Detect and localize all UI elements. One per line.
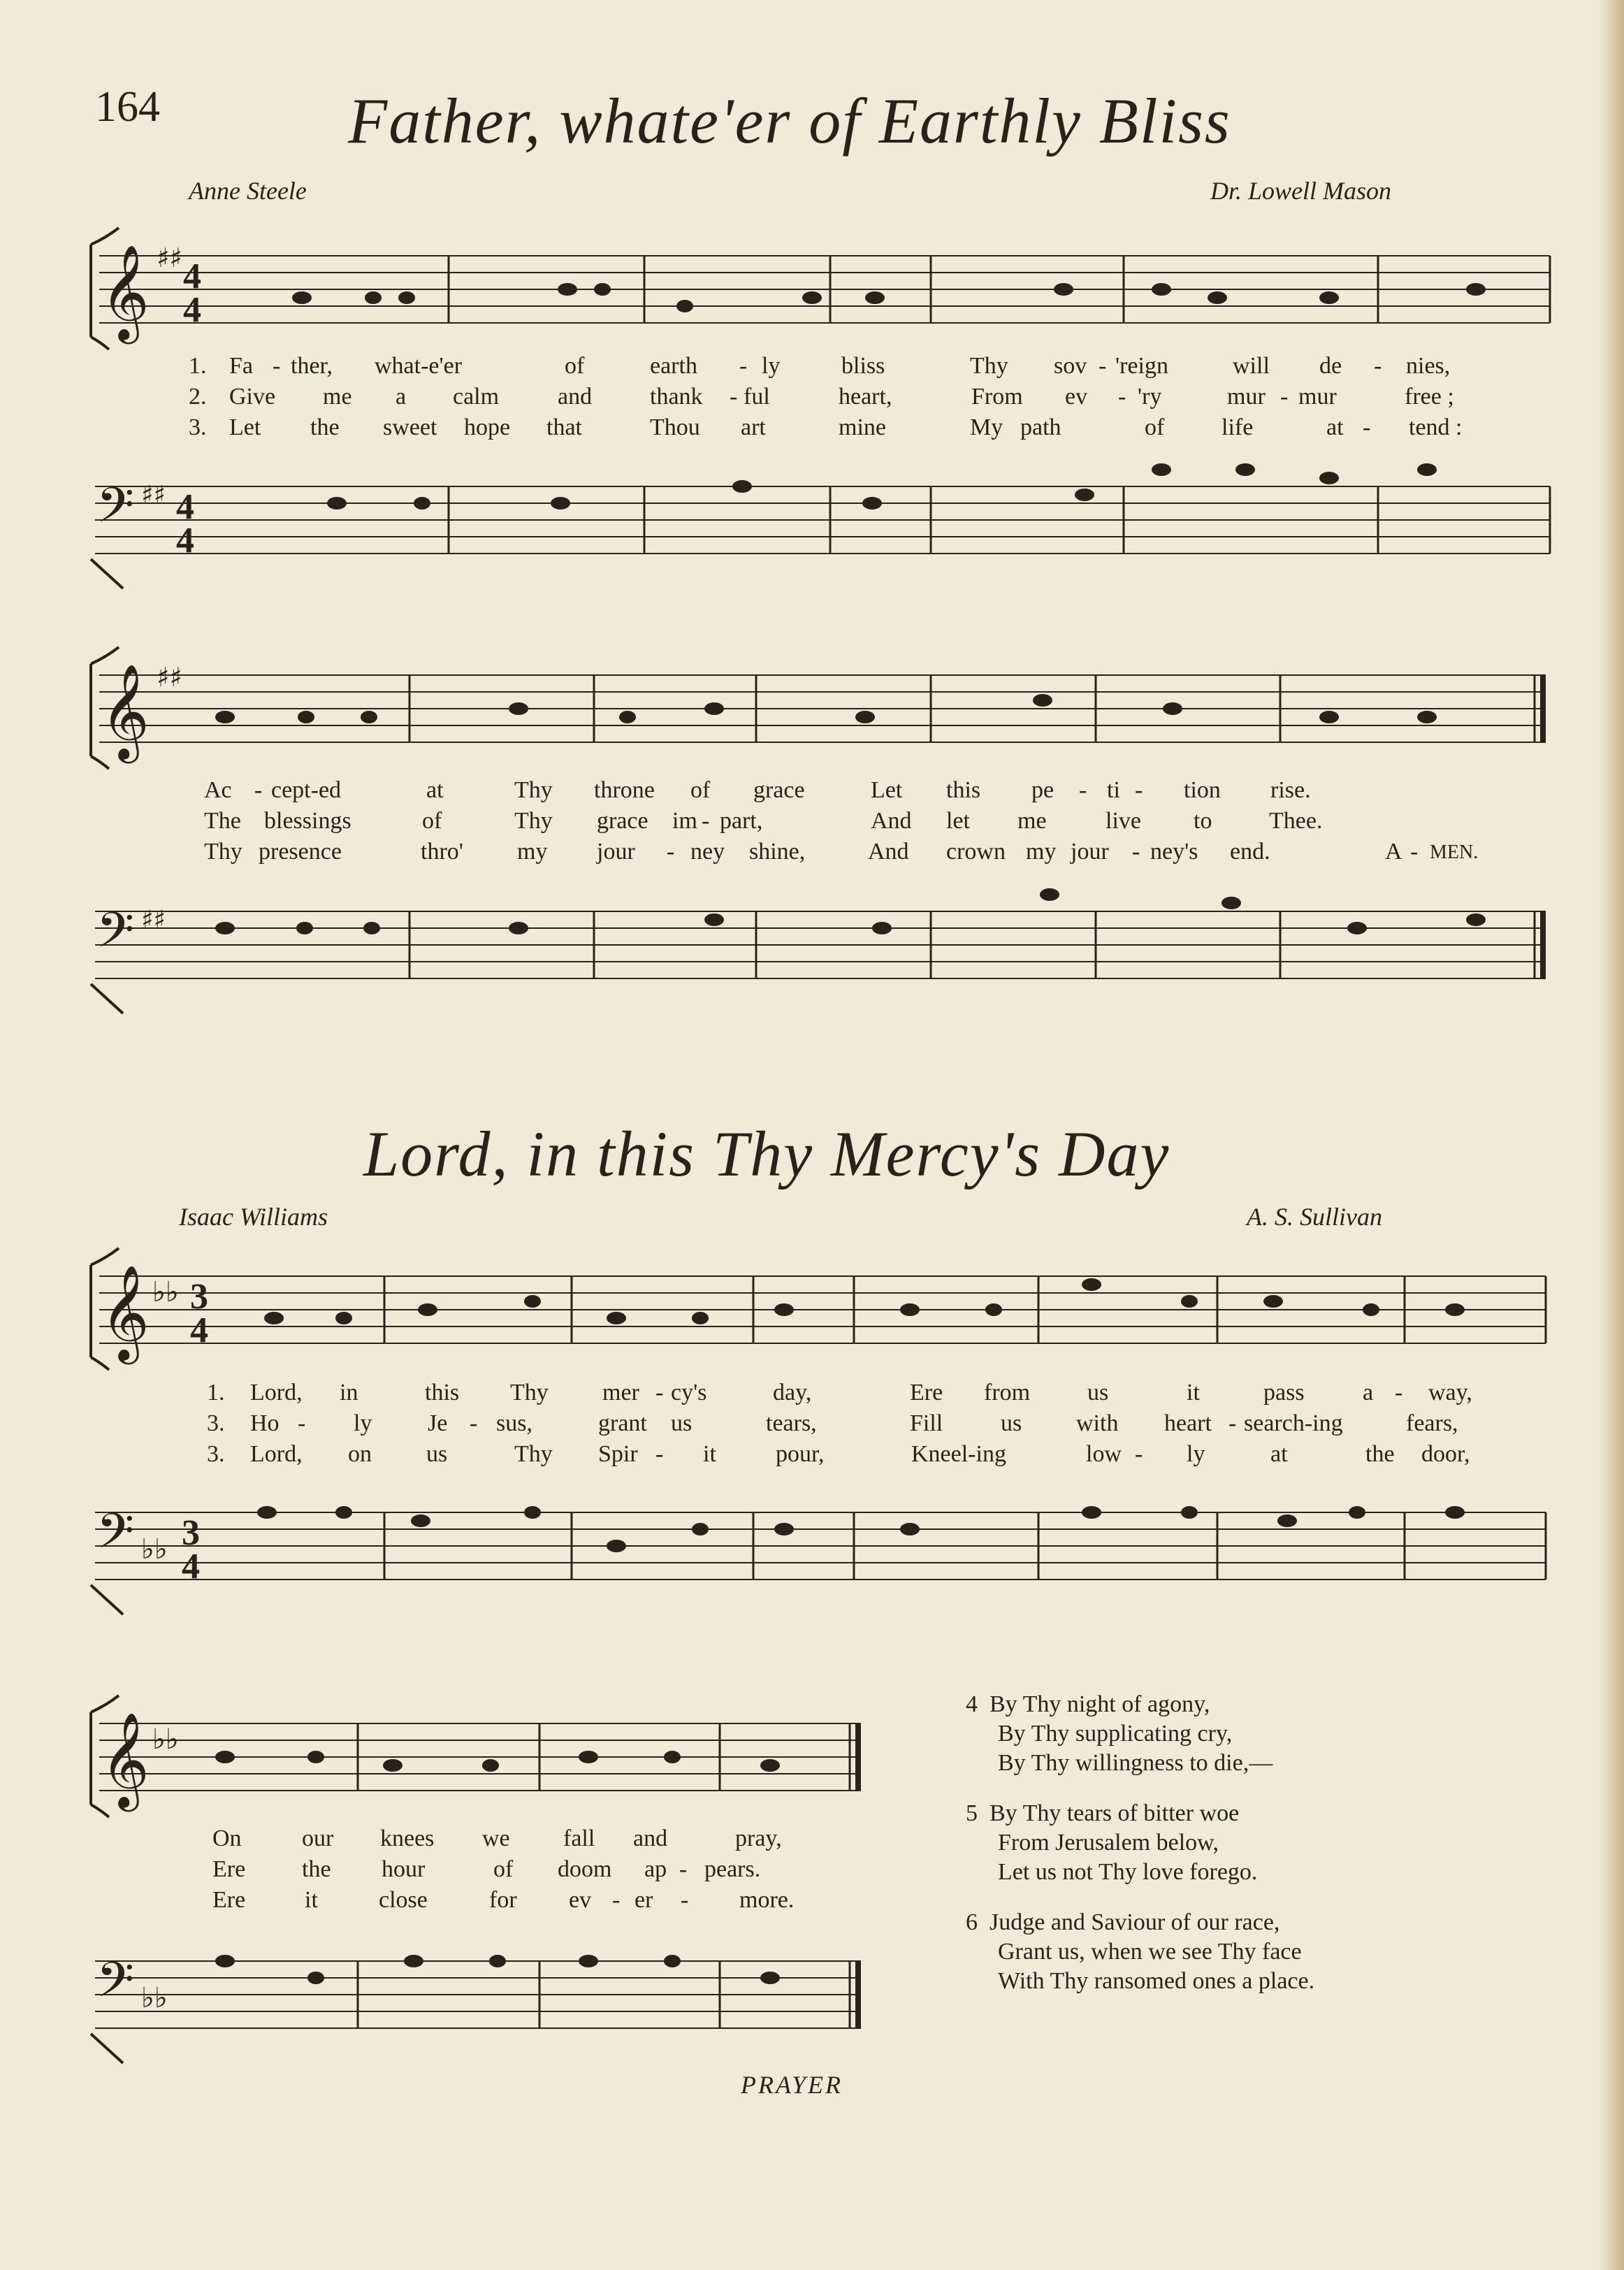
syllable: er xyxy=(635,1887,653,1913)
syllable: ti xyxy=(1107,777,1120,803)
verse-number: 3. xyxy=(189,414,207,440)
syllable: me xyxy=(323,384,352,410)
syllable: thank xyxy=(650,384,703,410)
syllable: hour xyxy=(382,1856,426,1882)
stanza-number: 6 xyxy=(966,1909,978,1935)
syllable: path xyxy=(1020,414,1061,440)
syllable: at xyxy=(1326,414,1344,440)
svg-text:4: 4 xyxy=(183,256,201,296)
syllable: fall xyxy=(563,1826,595,1851)
hymn1-author: Anne Steele xyxy=(189,177,307,205)
hymn1-system2-lyrics xyxy=(0,777,1624,875)
syllable: close xyxy=(379,1887,428,1913)
hymn2-composer: A. S. Sullivan xyxy=(1247,1203,1382,1231)
syllable: Ho xyxy=(250,1410,280,1436)
syllable: ev xyxy=(1065,384,1088,410)
syllable: it xyxy=(305,1887,318,1913)
stanza-number: 4 xyxy=(966,1691,978,1717)
syllable: Fill xyxy=(910,1410,943,1436)
syllable: hope xyxy=(464,414,511,440)
svg-text:𝄞: 𝄞 xyxy=(101,1711,150,1807)
syllable: mer xyxy=(602,1380,639,1405)
syllable: life xyxy=(1221,414,1254,440)
syllable: Thou xyxy=(650,414,700,440)
syllable: And xyxy=(871,808,912,834)
syllable: - xyxy=(1374,353,1382,379)
syllable: blessings xyxy=(264,808,351,834)
syllable: Thy xyxy=(514,1441,553,1467)
syllable: On xyxy=(212,1826,242,1851)
syllable: tion xyxy=(1184,777,1221,803)
amen-syllable: - xyxy=(1410,839,1419,865)
syllable: free ; xyxy=(1405,384,1454,410)
syllable: of xyxy=(565,353,585,379)
syllable: From xyxy=(971,384,1023,410)
syllable: at xyxy=(1270,1441,1288,1467)
verse-number: 1. xyxy=(189,353,207,379)
hymn2-system2-treble-staff xyxy=(85,1684,868,1824)
svg-text:3: 3 xyxy=(182,1513,200,1553)
svg-text:𝄞: 𝄞 xyxy=(101,663,150,759)
svg-text:♯♯: ♯♯ xyxy=(141,906,166,934)
svg-text:♭♭: ♭♭ xyxy=(141,1982,168,2014)
syllable: knees xyxy=(380,1826,435,1851)
syllable: more. xyxy=(739,1887,795,1913)
svg-text:𝄢: 𝄢 xyxy=(96,1951,135,2020)
syllable: im xyxy=(672,808,697,834)
syllable: - xyxy=(730,384,738,410)
syllable: - xyxy=(1132,839,1140,865)
syllable: Thy xyxy=(514,808,553,834)
hymn1-title: Father, whate'er of Earthly Bliss xyxy=(348,85,1231,157)
svg-text:𝄢: 𝄢 xyxy=(96,1503,135,1571)
syllable: Ere xyxy=(910,1380,943,1405)
stanza-line xyxy=(966,1799,1314,1828)
syllable: grace xyxy=(753,777,805,803)
syllable: what-e'er xyxy=(375,353,463,379)
syllable: calm xyxy=(453,384,500,410)
hymn1-system1-treble-staff xyxy=(85,217,1560,356)
stanza-text: Judge and Saviour of our race, xyxy=(989,1909,1280,1935)
syllable: of xyxy=(422,808,442,834)
hymn1-system1-lyrics xyxy=(0,353,1624,451)
additional-verses xyxy=(966,1690,1314,2017)
hymn2-system1-lyrics xyxy=(0,1380,1624,1477)
syllable: - xyxy=(273,353,281,379)
syllable: sus, xyxy=(496,1410,532,1436)
stanza-line: With Thy ransomed ones a place. xyxy=(998,1968,1315,1994)
syllable: way, xyxy=(1428,1380,1472,1405)
syllable: tend : xyxy=(1409,414,1463,440)
syllable: of xyxy=(1145,414,1165,440)
syllable: to xyxy=(1194,808,1212,834)
stanza-line: Grant us, when we see Thy face xyxy=(998,1939,1302,1965)
hymn2-system1-bass-staff xyxy=(85,1480,1560,1634)
svg-text:♭♭: ♭♭ xyxy=(141,1533,168,1566)
stanza-line: By Thy supplicating cry, xyxy=(998,1721,1233,1747)
syllable: the xyxy=(310,414,340,440)
syllable: a xyxy=(1363,1380,1374,1405)
hymn2-author: Isaac Williams xyxy=(179,1203,328,1231)
syllable: ly xyxy=(354,1410,372,1436)
syllable: jour xyxy=(597,839,635,865)
svg-text:𝄞: 𝄞 xyxy=(101,243,150,340)
syllable: of xyxy=(690,777,711,803)
syllable: on xyxy=(348,1441,372,1467)
syllable: from xyxy=(984,1380,1031,1405)
svg-text:𝄞: 𝄞 xyxy=(101,1264,150,1360)
syllable: presence xyxy=(259,839,342,865)
syllable: us xyxy=(1001,1410,1022,1436)
syllable: - xyxy=(679,1856,688,1882)
syllable: Give xyxy=(229,384,276,410)
syllable: thro' xyxy=(421,839,463,865)
syllable: heart, xyxy=(839,384,892,410)
syllable: and xyxy=(558,384,593,410)
svg-text:𝄢: 𝄢 xyxy=(96,477,135,545)
syllable: Spir xyxy=(598,1441,638,1467)
syllable: throne xyxy=(594,777,655,803)
svg-text:♯♯: ♯♯ xyxy=(157,243,182,273)
verse-number: 2. xyxy=(189,384,207,410)
syllable: - xyxy=(1135,777,1143,803)
svg-text:4: 4 xyxy=(176,487,194,527)
syllable: nies, xyxy=(1406,353,1451,379)
syllable: door, xyxy=(1421,1441,1470,1467)
syllable: Je xyxy=(428,1410,448,1436)
syllable: pour, xyxy=(776,1441,825,1467)
syllable: Let xyxy=(871,777,903,803)
syllable: ful xyxy=(744,384,770,410)
syllable: grace xyxy=(597,808,648,834)
svg-text:4: 4 xyxy=(190,1310,208,1350)
verse-number: 1. xyxy=(207,1380,225,1405)
syllable: me xyxy=(1017,808,1047,834)
syllable: de xyxy=(1319,353,1342,379)
verse-number: 3. xyxy=(207,1441,225,1467)
stanza-5 xyxy=(966,1799,1314,1887)
syllable: ev xyxy=(569,1887,592,1913)
syllable: cy's xyxy=(671,1380,707,1405)
syllable: and xyxy=(633,1826,668,1851)
syllable: Let xyxy=(229,414,261,440)
syllable: bliss xyxy=(841,353,885,379)
syllable: search-ing xyxy=(1244,1410,1343,1436)
page-edge-shadow xyxy=(1599,0,1624,2270)
syllable: cept-ed xyxy=(271,777,342,803)
stanza-number: 5 xyxy=(966,1800,978,1826)
svg-text:3: 3 xyxy=(190,1277,208,1317)
syllable: - xyxy=(739,353,748,379)
syllable: of xyxy=(493,1856,514,1882)
syllable: ly xyxy=(762,353,781,379)
syllable: - xyxy=(1099,353,1107,379)
syllable: - xyxy=(254,777,263,803)
syllable: Thee. xyxy=(1269,808,1323,834)
syllable: My xyxy=(970,414,1003,440)
syllable: fears, xyxy=(1406,1410,1458,1436)
syllable: - xyxy=(667,839,675,865)
syllable: The xyxy=(204,808,241,834)
syllable: 'reign xyxy=(1115,353,1168,379)
syllable: 'ry xyxy=(1138,384,1162,410)
syllable: mur xyxy=(1227,384,1266,410)
syllable: - xyxy=(1280,384,1289,410)
syllable: ther, xyxy=(291,353,333,379)
syllable: in xyxy=(340,1380,358,1405)
syllable: - xyxy=(1228,1410,1237,1436)
syllable: ney xyxy=(690,839,725,865)
hymn2-system2-bass-staff xyxy=(85,1929,868,2083)
section-footer: PRAYER xyxy=(741,2071,843,2099)
svg-text:4: 4 xyxy=(176,521,194,561)
syllable: that xyxy=(546,414,582,440)
hymn1-system2-treble-staff xyxy=(85,636,1560,776)
syllable: - xyxy=(655,1380,664,1405)
hymn1-system1-bass-staff xyxy=(85,454,1560,594)
syllable: crown xyxy=(946,839,1006,865)
syllable: ly xyxy=(1187,1441,1205,1467)
hymn2-system2-lyrics xyxy=(0,1826,839,1923)
syllable: heart xyxy=(1164,1410,1212,1436)
hymn1-composer: Dr. Lowell Mason xyxy=(1210,177,1392,205)
verse-number: 3. xyxy=(207,1410,225,1436)
syllable: - xyxy=(612,1887,621,1913)
syllable: this xyxy=(425,1380,460,1405)
stanza-line xyxy=(966,1690,1314,1719)
syllable: And xyxy=(868,839,909,865)
syllable: - xyxy=(681,1887,689,1913)
hymn2-system1-treble-staff xyxy=(85,1237,1560,1377)
syllable: tears, xyxy=(766,1410,817,1436)
page-number: 164 xyxy=(95,83,160,131)
syllable: live xyxy=(1105,808,1141,834)
syllable: the xyxy=(1365,1441,1395,1467)
stanza-4 xyxy=(966,1690,1314,1778)
syllable: - xyxy=(1363,414,1371,440)
syllable: earth xyxy=(650,353,697,379)
syllable: it xyxy=(1187,1380,1200,1405)
stanza-line: By Thy willingness to die,— xyxy=(998,1750,1273,1776)
stanza-6 xyxy=(966,1908,1314,1996)
syllable: mine xyxy=(839,414,886,440)
syllable: for xyxy=(489,1887,517,1913)
syllable: us xyxy=(1087,1380,1109,1405)
syllable: doom xyxy=(558,1856,612,1882)
stanza-line: From Jerusalem below, xyxy=(998,1830,1219,1856)
syllable: mur xyxy=(1298,384,1337,410)
syllable: low xyxy=(1086,1441,1122,1467)
syllable: art xyxy=(741,414,766,440)
syllable: ney's xyxy=(1150,839,1198,865)
syllable: Thy xyxy=(970,353,1008,379)
stanza-text: By Thy night of agony, xyxy=(989,1691,1210,1717)
syllable: a xyxy=(396,384,407,410)
syllable: - xyxy=(470,1410,478,1436)
syllable: grant xyxy=(598,1410,647,1436)
syllable: rise. xyxy=(1270,777,1311,803)
syllable: sov xyxy=(1054,353,1087,379)
syllable: us xyxy=(426,1441,448,1467)
syllable: Thy xyxy=(514,777,553,803)
syllable: day, xyxy=(773,1380,812,1405)
syllable: we xyxy=(482,1826,510,1851)
syllable: pears. xyxy=(704,1856,761,1882)
syllable: end. xyxy=(1230,839,1270,865)
svg-text:♯♯: ♯♯ xyxy=(157,662,182,693)
syllable: us xyxy=(671,1410,693,1436)
stanza-text: By Thy tears of bitter woe xyxy=(989,1800,1240,1826)
syllable: our xyxy=(302,1826,334,1851)
syllable: let xyxy=(946,808,970,834)
hymn2-title: Lord, in this Thy Mercy's Day xyxy=(363,1118,1170,1190)
syllable: - xyxy=(702,808,710,834)
amen-syllable: MEN. xyxy=(1430,841,1479,863)
syllable: my xyxy=(1026,839,1057,865)
svg-text:♭♭: ♭♭ xyxy=(152,1723,179,1756)
syllable: it xyxy=(703,1441,716,1467)
syllable: Ere xyxy=(212,1887,246,1913)
stanza-line: Let us not Thy love forego. xyxy=(998,1859,1258,1885)
syllable: ap xyxy=(644,1856,667,1882)
stanza-line xyxy=(966,1908,1314,1937)
syllable: Lord, xyxy=(250,1380,303,1405)
syllable: will xyxy=(1233,353,1270,379)
syllable: jour xyxy=(1071,839,1109,865)
svg-text:♯♯: ♯♯ xyxy=(141,481,166,509)
syllable: Lord, xyxy=(250,1441,303,1467)
syllable: this xyxy=(946,777,981,803)
syllable: - xyxy=(1395,1380,1403,1405)
syllable: pray, xyxy=(735,1826,782,1851)
syllable: Thy xyxy=(510,1380,549,1405)
syllable: - xyxy=(1135,1441,1143,1467)
syllable: Fa xyxy=(229,353,253,379)
svg-text:𝄢: 𝄢 xyxy=(96,902,135,970)
amen-syllable: A xyxy=(1385,839,1402,865)
syllable: at xyxy=(426,777,444,803)
syllable: part, xyxy=(720,808,763,834)
syllable: Ere xyxy=(212,1856,246,1882)
svg-text:4: 4 xyxy=(183,290,201,330)
syllable: shine, xyxy=(749,839,806,865)
svg-text:4: 4 xyxy=(182,1547,200,1586)
syllable: Thy xyxy=(204,839,242,865)
syllable: pass xyxy=(1263,1380,1305,1405)
syllable: - xyxy=(1118,384,1126,410)
syllable: - xyxy=(298,1410,306,1436)
syllable: with xyxy=(1076,1410,1119,1436)
syllable: sweet xyxy=(383,414,437,440)
syllable: my xyxy=(517,839,548,865)
hymn1-system2-bass-staff xyxy=(85,879,1560,1019)
syllable: the xyxy=(302,1856,331,1882)
syllable: pe xyxy=(1031,777,1054,803)
syllable: - xyxy=(655,1441,664,1467)
syllable: - xyxy=(1079,777,1087,803)
svg-text:♭♭: ♭♭ xyxy=(152,1276,179,1308)
syllable: Kneel-ing xyxy=(911,1441,1006,1467)
syllable: Ac xyxy=(204,777,232,803)
